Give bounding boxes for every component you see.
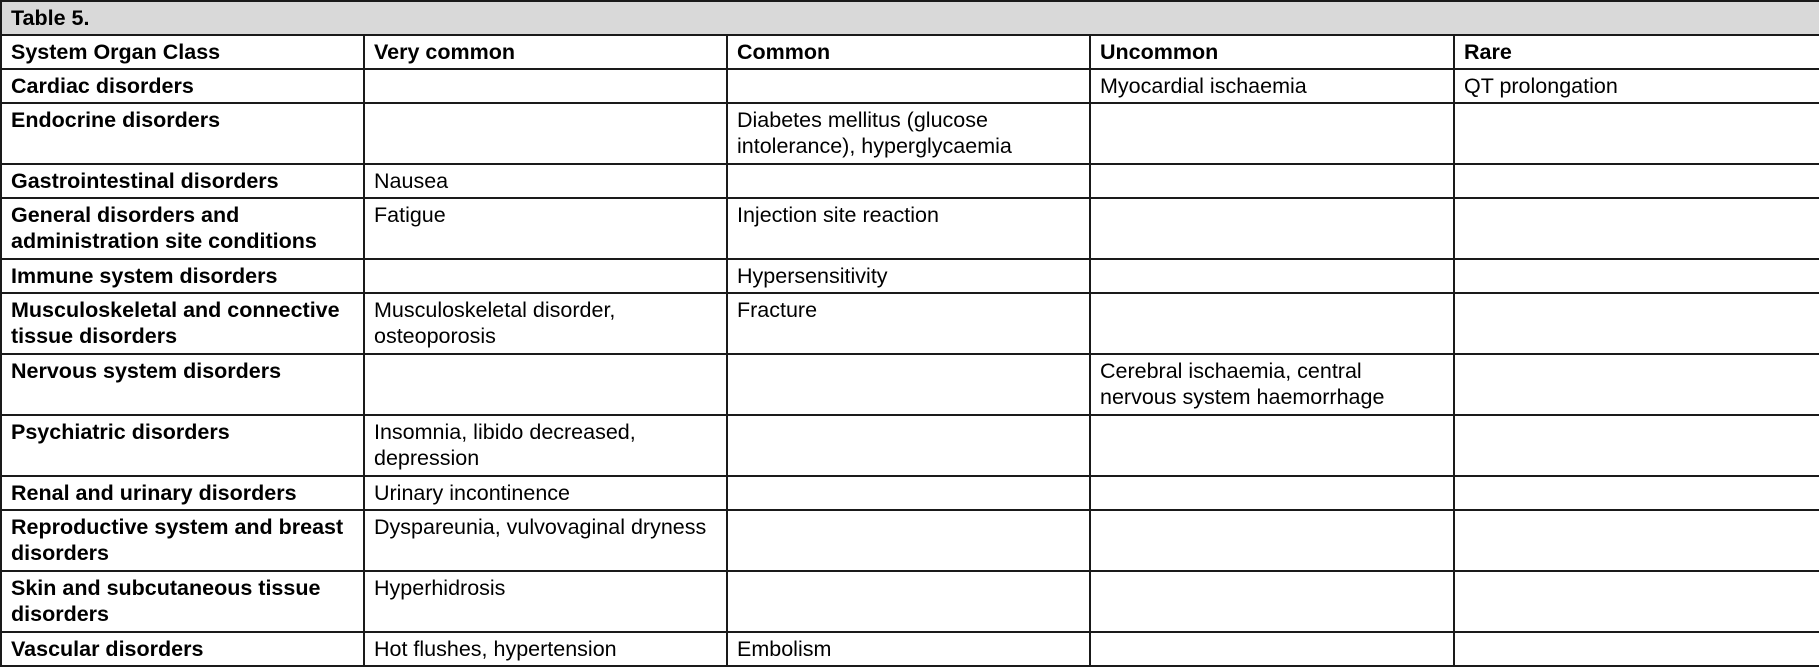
cell-rare: [1454, 293, 1819, 354]
table-row: [1, 259, 1819, 293]
cell-soc: Nervous system disorders: [1, 354, 364, 415]
cell-very-common: [364, 103, 727, 164]
cell-rare: QT prolongation: [1454, 69, 1819, 103]
table-row: [1, 293, 1819, 354]
cell-common: [727, 69, 1090, 103]
header-uncommon: Uncommon: [1090, 35, 1454, 69]
cell-rare: [1454, 354, 1819, 415]
cell-very-common: Hot flushes, hypertension: [364, 632, 727, 666]
header-common: Common: [727, 35, 1090, 69]
table-row: [1, 354, 1819, 415]
cell-uncommon: [1090, 103, 1454, 164]
cell-soc: Skin and subcutaneous tissue disorders: [1, 571, 364, 632]
table-caption: Table 5.: [1, 1, 1819, 35]
cell-soc: Psychiatric disorders: [1, 415, 364, 476]
cell-uncommon: [1090, 476, 1454, 510]
cell-uncommon: [1090, 571, 1454, 632]
cell-soc: Musculoskeletal and connective tissue disorders: [1, 293, 364, 354]
cell-uncommon: [1090, 415, 1454, 476]
cell-rare: [1454, 198, 1819, 259]
cell-common: [727, 476, 1090, 510]
table-caption-row: [1, 1, 1819, 35]
table-row: [1, 103, 1819, 164]
cell-soc: Endocrine disorders: [1, 103, 364, 164]
table-row: [1, 571, 1819, 632]
cell-soc: General disorders and administration site conditions: [1, 198, 364, 259]
cell-very-common: Dyspareunia, vulvovaginal dryness: [364, 510, 727, 571]
cell-rare: [1454, 259, 1819, 293]
header-rare: Rare: [1454, 35, 1819, 69]
header-very-common: Very common: [364, 35, 727, 69]
cell-soc: Immune system disorders: [1, 259, 364, 293]
cell-common: Injection site reaction: [727, 198, 1090, 259]
cell-very-common: [364, 69, 727, 103]
cell-rare: [1454, 571, 1819, 632]
cell-common: [727, 164, 1090, 198]
cell-uncommon: Myocardial ischaemia: [1090, 69, 1454, 103]
cell-common: Hypersensitivity: [727, 259, 1090, 293]
cell-soc: Renal and urinary disorders: [1, 476, 364, 510]
cell-common: [727, 510, 1090, 571]
table-row: [1, 69, 1819, 103]
cell-rare: [1454, 164, 1819, 198]
cell-very-common: Insomnia, libido decreased, depression: [364, 415, 727, 476]
cell-very-common: Fatigue: [364, 198, 727, 259]
table-row: [1, 415, 1819, 476]
cell-common: Diabetes mellitus (glucose intolerance), hyperglycaemia: [727, 103, 1090, 164]
cell-common: Embolism: [727, 632, 1090, 666]
table-row: [1, 198, 1819, 259]
cell-rare: [1454, 103, 1819, 164]
header-system-organ-class: System Organ Class: [1, 35, 364, 69]
cell-soc: Reproductive system and breast disorders: [1, 510, 364, 571]
cell-uncommon: [1090, 259, 1454, 293]
cell-rare: [1454, 510, 1819, 571]
table-row: [1, 632, 1819, 666]
cell-common: [727, 415, 1090, 476]
cell-soc: Cardiac disorders: [1, 69, 364, 103]
cell-common: [727, 571, 1090, 632]
cell-uncommon: Cerebral ischaemia, central nervous system haemorrhage: [1090, 354, 1454, 415]
cell-very-common: [364, 259, 727, 293]
cell-uncommon: [1090, 164, 1454, 198]
cell-rare: [1454, 476, 1819, 510]
cell-very-common: Urinary incontinence: [364, 476, 727, 510]
table-row: [1, 510, 1819, 571]
table-row: [1, 476, 1819, 510]
cell-common: Fracture: [727, 293, 1090, 354]
cell-very-common: Musculoskeletal disorder, osteoporosis: [364, 293, 727, 354]
cell-rare: [1454, 415, 1819, 476]
cell-very-common: [364, 354, 727, 415]
cell-uncommon: [1090, 293, 1454, 354]
cell-uncommon: [1090, 632, 1454, 666]
cell-common: [727, 354, 1090, 415]
cell-uncommon: [1090, 510, 1454, 571]
cell-uncommon: [1090, 198, 1454, 259]
cell-very-common: Nausea: [364, 164, 727, 198]
table-row: [1, 164, 1819, 198]
cell-soc: Vascular disorders: [1, 632, 364, 666]
table-header-row: [1, 35, 1819, 69]
cell-soc: Gastrointestinal disorders: [1, 164, 364, 198]
cell-rare: [1454, 632, 1819, 666]
cell-very-common: Hyperhidrosis: [364, 571, 727, 632]
